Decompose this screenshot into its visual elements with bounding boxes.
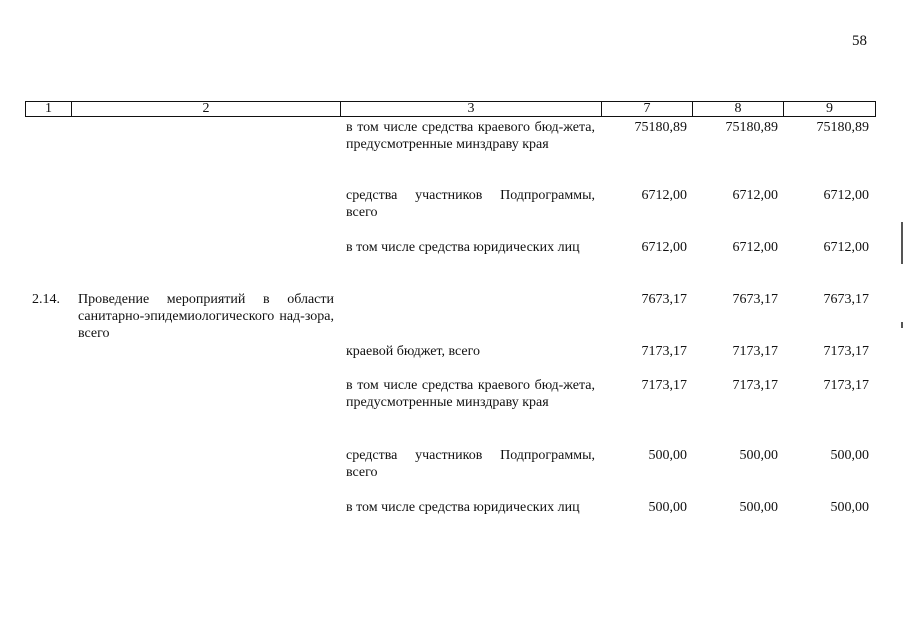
scan-artifact-mark — [901, 322, 903, 328]
row-code: 2.14. — [32, 292, 60, 307]
row-value-col7: 6712,00 — [641, 188, 687, 203]
row-value-col7: 500,00 — [648, 500, 687, 515]
row-description: средства участников Подпрограммы, всего — [346, 448, 595, 480]
scan-artifact-mark — [901, 222, 903, 264]
header-col-3: 3 — [340, 101, 602, 117]
row-value-col9: 500,00 — [830, 448, 869, 463]
row-value-col7: 6712,00 — [641, 240, 687, 255]
row-description: средства участников Подпрограммы, всего — [346, 188, 595, 220]
row-value-col9: 75180,89 — [816, 120, 869, 135]
header-col-1: 1 — [25, 101, 72, 117]
row-description: в том числе средства краевого бюд-жета, предусмотренные минздраву края — [346, 120, 595, 152]
row-value-col8: 6712,00 — [732, 188, 778, 203]
row-value-col9: 7173,17 — [823, 378, 869, 393]
row-value-col9: 6712,00 — [823, 188, 869, 203]
row-value-col7: 7173,17 — [641, 378, 687, 393]
header-col-9: 9 — [783, 101, 876, 117]
header-col-7: 7 — [601, 101, 693, 117]
row-value-col8: 500,00 — [739, 500, 778, 515]
row-value-col8: 7173,17 — [732, 378, 778, 393]
row-value-col7: 7673,17 — [641, 292, 687, 307]
header-col-8: 8 — [692, 101, 784, 117]
row-value-col8: 6712,00 — [732, 240, 778, 255]
row-value-col8: 75180,89 — [725, 120, 778, 135]
row-description: в том числе средства юридических лиц — [346, 240, 580, 255]
row-value-col8: 500,00 — [739, 448, 778, 463]
page-number: 58 — [852, 33, 867, 49]
row-value-col7: 7173,17 — [641, 344, 687, 359]
row-value-col8: 7173,17 — [732, 344, 778, 359]
row-value-col8: 7673,17 — [732, 292, 778, 307]
row-value-col7: 500,00 — [648, 448, 687, 463]
row-value-col9: 500,00 — [830, 500, 869, 515]
row-value-col7: 75180,89 — [634, 120, 687, 135]
row-description: в том числе средства краевого бюд-жета, предусмотренные минздраву края — [346, 378, 595, 410]
row-name: Проведение мероприятий в области санитарно-эпидемиологического над-зора, всего — [78, 292, 334, 341]
row-value-col9: 7673,17 — [823, 292, 869, 307]
row-description: в том числе средства юридических лиц — [346, 500, 580, 515]
header-col-2: 2 — [71, 101, 341, 117]
row-value-col9: 7173,17 — [823, 344, 869, 359]
row-description: краевой бюджет, всего — [346, 344, 481, 359]
row-value-col9: 6712,00 — [823, 240, 869, 255]
